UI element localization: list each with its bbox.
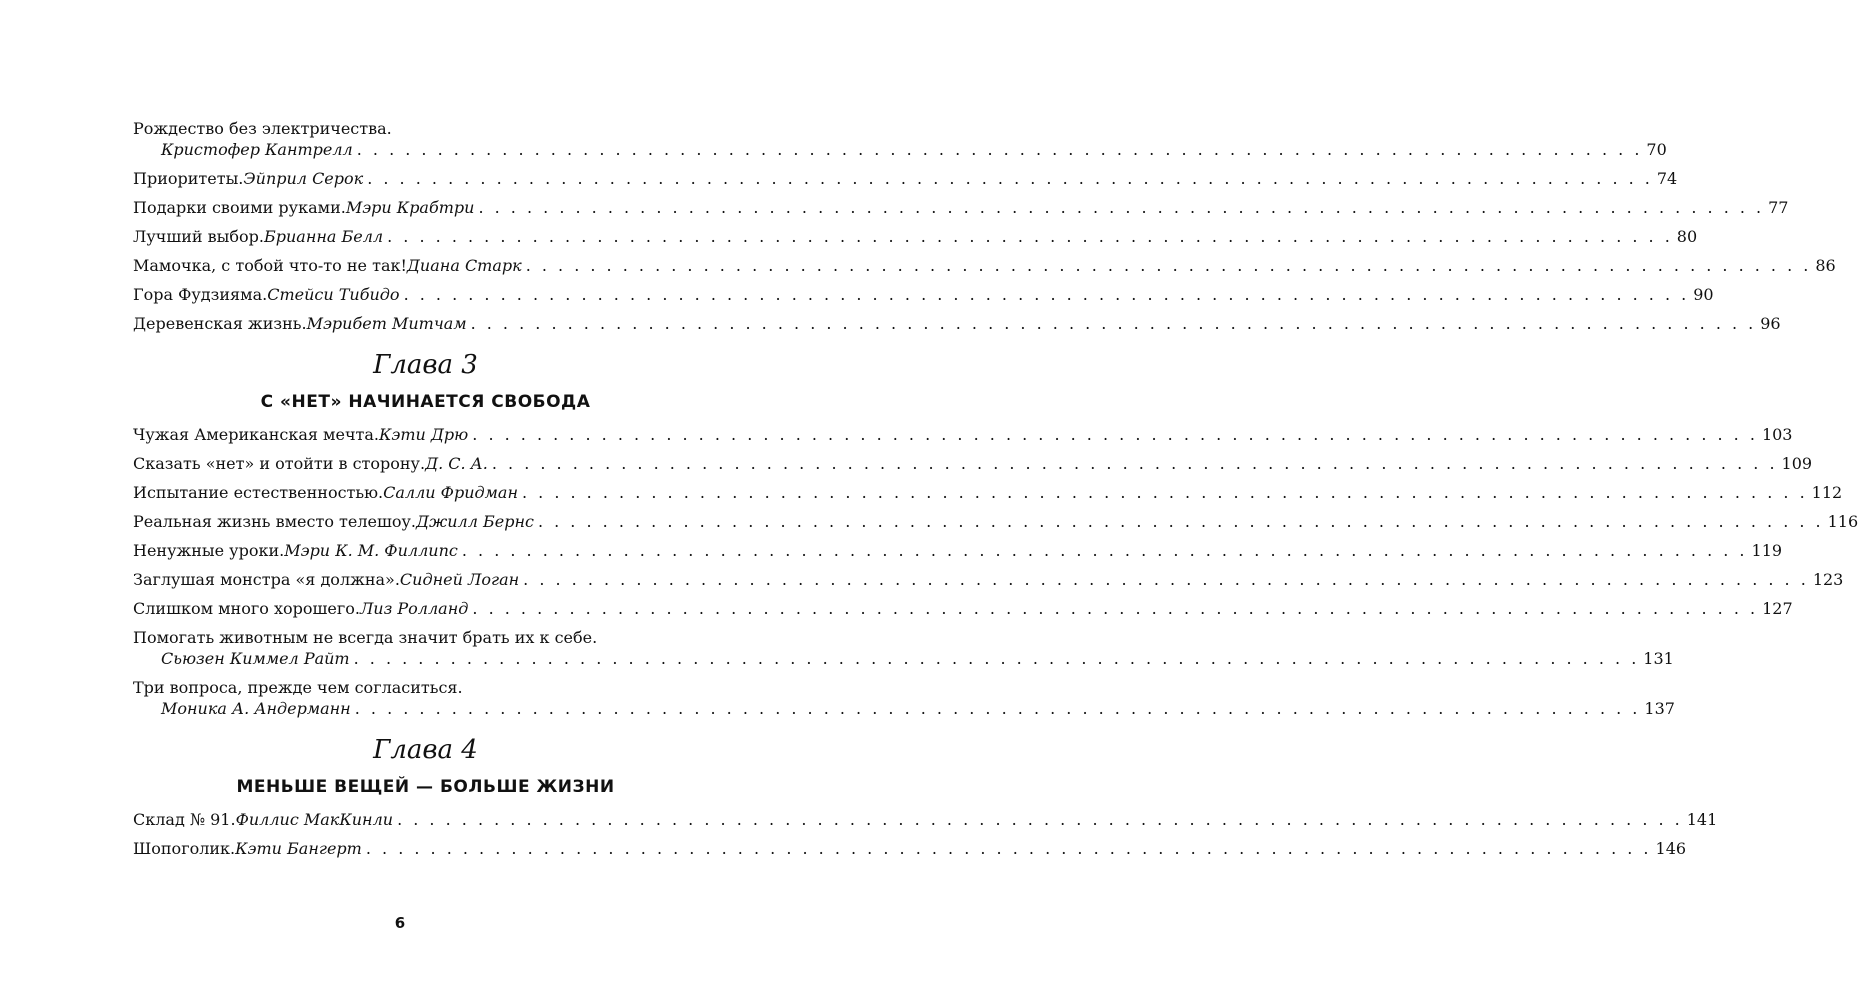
entry-line bbox=[133, 197, 1789, 218]
entry-line bbox=[133, 838, 1687, 859]
toc-entry bbox=[133, 313, 1781, 334]
leader-dots: . . . . . . . . . . . . . . . . . . . . . . . . . . . . . . . . . . . . . . . . . . . . . . . . . . . . . . . . . . . . . . . . . . . . . . . . . . . . . . . . bbox=[367, 169, 1653, 188]
entry-author: Кристофер Кантрелл bbox=[161, 140, 353, 159]
entry-page-number: 119 bbox=[1751, 541, 1783, 560]
entry-line bbox=[133, 569, 1844, 590]
entry-title: Гора Фудзияма. bbox=[133, 285, 268, 304]
entry-page-number: 127 bbox=[1762, 599, 1793, 618]
entry-first-line bbox=[133, 677, 718, 698]
entry-author: Д. С. А. bbox=[425, 454, 488, 473]
toc-entry bbox=[133, 168, 1678, 189]
entry-author: Мэрибет Митчам bbox=[306, 314, 467, 333]
leader-dots: . . . . . . . . . . . . . . . . . . . . . . . . . . . . . . . . . . . . . . . . . . . . . . . . . . . . . . . . . . . . . . . . . . . . . . . . . . . . . . . . bbox=[353, 649, 1640, 668]
toc-entry bbox=[133, 255, 1836, 276]
leader-dots: . . . . . . . . . . . . . . . . . . . . . . . . . . . . . . . . . . . . . . . . . . . . . . . . . . . . . . . . . . . . . . . . . . . . . . . . . . . . . . . . bbox=[521, 483, 1808, 502]
chapter-title: МЕНЬШЕ ВЕЩЕЙ — БОЛЬШЕ ЖИЗНИ bbox=[236, 777, 615, 797]
entry-title: Помогать животным не всегда значит брать их к себе. bbox=[133, 628, 598, 647]
entry-line bbox=[133, 482, 1843, 503]
entry-page-number: 131 bbox=[1643, 649, 1674, 668]
entry-line bbox=[133, 511, 1858, 532]
toc-entry bbox=[133, 284, 1714, 305]
entry-second-line bbox=[133, 698, 1675, 719]
entry-title: Чужая Американская мечта. bbox=[133, 425, 380, 444]
page-number: 6 bbox=[394, 914, 406, 932]
leader-dots: . . . . . . . . . . . . . . . . . . . . . . . . . . . . . . . . . . . . . . . . . . . . . . . . . . . . . . . . . . . . . . . . . . . . . . . . . . . . . . . . bbox=[525, 256, 1812, 275]
entry-title: Испытание естественностью. bbox=[133, 483, 384, 502]
entry-title: Заглушая монстра «я должна». bbox=[133, 570, 400, 589]
entry-line bbox=[133, 168, 1678, 189]
toc-entry bbox=[133, 569, 1844, 590]
toc-entry bbox=[133, 226, 1698, 247]
leader-dots: . . . . . . . . . . . . . . . . . . . . . . . . . . . . . . . . . . . . . . . . . . . . . . . . . . . . . . . . . . . . . . . . . . . . . . . . . . . . . . . . bbox=[387, 227, 1673, 246]
entry-page-number: 123 bbox=[1812, 570, 1844, 589]
entry-author: Мэри К. М. Филлипс bbox=[284, 541, 458, 560]
entry-line bbox=[133, 424, 1793, 445]
entry-page-number: 86 bbox=[1815, 256, 1836, 275]
entry-title: Слишком много хорошего. bbox=[133, 599, 360, 618]
leader-dots: . . . . . . . . . . . . . . . . . . . . . . . . . . . . . . . . . . . . . . . . . . . . . . . . . . . . . . . . . . . . . . . . . . . . . . . . . . . . . . . . bbox=[472, 599, 1759, 618]
entry-title: Подарки своими руками. bbox=[133, 198, 346, 217]
toc-entry bbox=[133, 197, 1789, 218]
entry-title: Приоритеты. bbox=[133, 169, 244, 188]
leader-dots: . . . . . . . . . . . . . . . . . . . . . . . . . . . . . . . . . . . . . . . . . . . . . . . . . . . . . . . . . . . . . . . . . . . . . . . . . . . . . . . . bbox=[354, 699, 1641, 718]
entry-author: Сьюзен Киммел Райт bbox=[161, 649, 350, 668]
entry-line bbox=[133, 540, 1783, 561]
entry-first-line bbox=[133, 627, 718, 648]
entry-author: Филлис МакКинли bbox=[235, 810, 394, 829]
toc-entry bbox=[133, 540, 1783, 561]
toc-entry bbox=[133, 453, 1813, 474]
entry-line bbox=[133, 598, 1793, 619]
entry-second-line bbox=[133, 648, 1674, 669]
toc-entry bbox=[133, 424, 1793, 445]
entry-page-number: 103 bbox=[1761, 425, 1793, 444]
entry-author: Мэри Крабтри bbox=[345, 198, 475, 217]
entry-author: Стейси Тибидо bbox=[267, 285, 400, 304]
entry-page-number: 80 bbox=[1676, 227, 1698, 246]
leader-dots: . . . . . . . . . . . . . . . . . . . . . . . . . . . . . . . . . . . . . . . . . . . . . . . . . . . . . . . . . . . . . . . . . . . . . . . . . . . . . . . . bbox=[461, 541, 1748, 560]
entry-title: Ненужные уроки. bbox=[133, 541, 285, 560]
entry-page-number: 70 bbox=[1646, 140, 1667, 159]
leader-dots: . . . . . . . . . . . . . . . . . . . . . . . . . . . . . . . . . . . . . . . . . . . . . . . . . . . . . . . . . . . . . . . . . . . . . . . . . . . . . . . . bbox=[472, 425, 1758, 444]
entry-page-number: 90 bbox=[1693, 285, 1714, 304]
leader-dots: . . . . . . . . . . . . . . . . . . . . . . . . . . . . . . . . . . . . . . . . . . . . . . . . . . . . . . . . . . . . . . . . . . . . . . . . . . . . . . . . bbox=[403, 285, 1690, 304]
toc-entry bbox=[133, 627, 1674, 669]
entry-page-number: 116 bbox=[1827, 512, 1858, 531]
toc-entry bbox=[133, 511, 1858, 532]
toc-entry bbox=[133, 598, 1793, 619]
entry-author: Эйприл Серок bbox=[243, 169, 364, 188]
leader-dots: . . . . . . . . . . . . . . . . . . . . . . . . . . . . . . . . . . . . . . . . . . . . . . . . . . . . . . . . . . . . . . . . . . . . . . . . . . . . . . . . bbox=[537, 512, 1824, 531]
entry-title: Склад № 91. bbox=[133, 810, 236, 829]
entry-page-number: 141 bbox=[1686, 810, 1718, 829]
entry-author: Брианна Белл bbox=[263, 227, 384, 246]
entry-page-number: 146 bbox=[1655, 839, 1687, 858]
toc-entry bbox=[133, 838, 1687, 859]
entry-line bbox=[133, 226, 1698, 247]
chapter-label: Глава 4 bbox=[373, 735, 478, 765]
entry-title: Сказать «нет» и отойти в сторону. bbox=[133, 454, 426, 473]
leader-dots: . . . . . . . . . . . . . . . . . . . . . . . . . . . . . . . . . . . . . . . . . . . . . . . . . . . . . . . . . . . . . . . . . . . . . . . . . . . . . . . . bbox=[365, 839, 1652, 858]
leader-dots: . . . . . . . . . . . . . . . . . . . . . . . . . . . . . . . . . . . . . . . . . . . . . . . . . . . . . . . . . . . . . . . . . . . . . . . . . . . . . . . . bbox=[397, 810, 1683, 829]
entry-title: Деревенская жизнь. bbox=[133, 314, 307, 333]
entry-line bbox=[133, 284, 1714, 305]
leader-dots: . . . . . . . . . . . . . . . . . . . . . . . . . . . . . . . . . . . . . . . . . . . . . . . . . . . . . . . . . . . . . . . . . . . . . . . . . . . . . . . . bbox=[478, 198, 1765, 217]
entry-page-number: 137 bbox=[1644, 699, 1675, 718]
leader-dots: . . . . . . . . . . . . . . . . . . . . . . . . . . . . . . . . . . . . . . . . . . . . . . . . . . . . . . . . . . . . . . . . . . . . . . . . . . . . . . . . bbox=[523, 570, 1809, 589]
toc-entry bbox=[133, 118, 1667, 160]
entry-author: Диана Старк bbox=[406, 256, 522, 275]
entry-author: Лиз Ролланд bbox=[359, 599, 469, 618]
leader-dots: . . . . . . . . . . . . . . . . . . . . . . . . . . . . . . . . . . . . . . . . . . . . . . . . . . . . . . . . . . . . . . . . . . . . . . . . . . . . . . . . bbox=[491, 454, 1778, 473]
entry-page-number: 109 bbox=[1781, 454, 1813, 473]
entry-line bbox=[133, 255, 1836, 276]
entry-page-number: 77 bbox=[1768, 198, 1789, 217]
entry-author: Салли Фридман bbox=[383, 483, 518, 502]
entry-second-line bbox=[133, 139, 1667, 160]
toc-entry bbox=[133, 677, 1675, 719]
entry-page-number: 96 bbox=[1760, 314, 1781, 333]
entry-line bbox=[133, 453, 1813, 474]
entry-title: Мамочка, с тобой что-то не так! bbox=[133, 256, 407, 275]
entry-author: Кэти Бангерт bbox=[235, 839, 362, 858]
entry-first-line bbox=[133, 118, 718, 139]
entry-title: Рождество без электричества. bbox=[133, 119, 392, 138]
entry-line bbox=[133, 809, 1718, 830]
toc-entry bbox=[133, 809, 1718, 830]
entry-title: Три вопроса, прежде чем согласиться. bbox=[133, 678, 463, 697]
entry-author: Кэти Дрю bbox=[379, 425, 469, 444]
entry-author: Моника А. Андерманн bbox=[161, 699, 351, 718]
entry-page-number: 74 bbox=[1656, 169, 1678, 188]
entry-title: Шопоголик. bbox=[133, 839, 236, 858]
table-of-contents bbox=[133, 118, 1858, 867]
entry-author: Сидней Логан bbox=[399, 570, 520, 589]
leader-dots: . . . . . . . . . . . . . . . . . . . . . . . . . . . . . . . . . . . . . . . . . . . . . . . . . . . . . . . . . . . . . . . . . . . . . . . . . . . . . . . . bbox=[470, 314, 1757, 333]
toc-entry bbox=[133, 482, 1843, 503]
leader-dots: . . . . . . . . . . . . . . . . . . . . . . . . . . . . . . . . . . . . . . . . . . . . . . . . . . . . . . . . . . . . . . . . . . . . . . . . . . . . . . . . bbox=[356, 140, 1643, 159]
entry-author: Джилл Бернс bbox=[416, 512, 534, 531]
chapter-label: Глава 3 bbox=[373, 350, 478, 380]
entry-line bbox=[133, 313, 1781, 334]
chapter-title: С «НЕТ» НАЧИНАЕТСЯ СВОБОДА bbox=[260, 392, 591, 412]
entry-title: Реальная жизнь вместо телешоу. bbox=[133, 512, 417, 531]
entry-page-number: 112 bbox=[1811, 483, 1843, 502]
entry-title: Лучший выбор. bbox=[133, 227, 264, 246]
